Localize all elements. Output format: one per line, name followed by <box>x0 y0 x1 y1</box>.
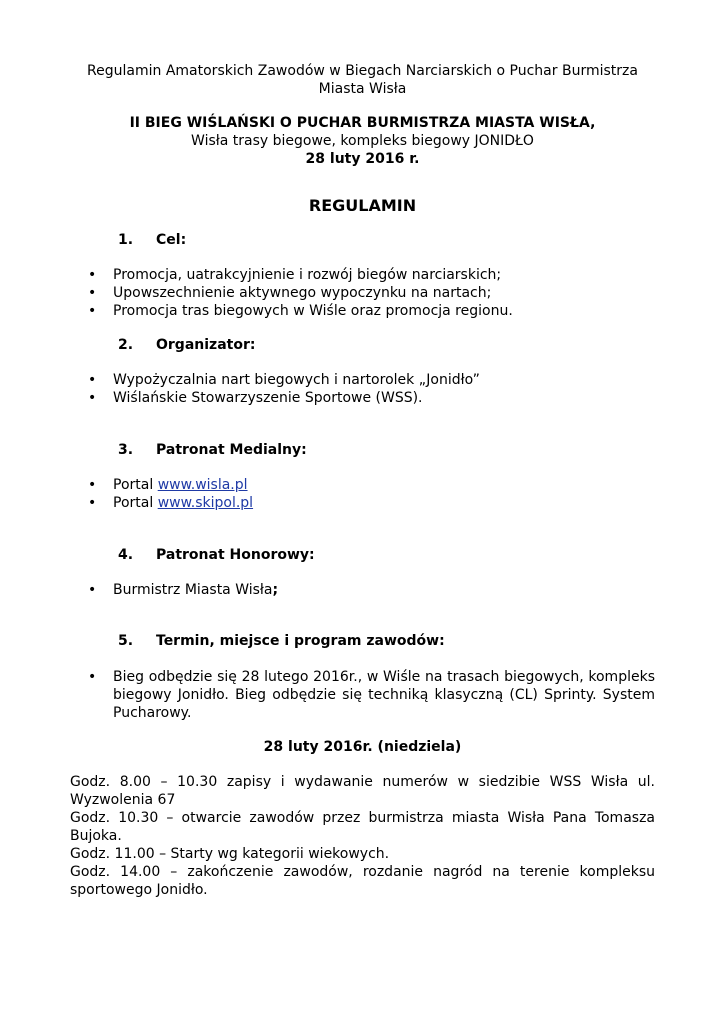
link-wisla[interactable]: www.wisla.pl <box>157 477 248 493</box>
schedule-entry: Godz. 10.30 – otwarcie zawodów przez burmistrza miasta Wisła Pana Tomasza Bujoka. <box>70 810 655 844</box>
section-number: 5. <box>118 633 134 649</box>
event-location: Wisła trasy biegowe, kompleks biegowy JONIDŁO <box>191 133 534 149</box>
section-number: 1. <box>118 232 134 248</box>
section-title: Patronat Medialny: <box>156 442 307 458</box>
header-line-2: Miasta Wisła <box>318 81 407 97</box>
schedule <box>70 773 655 899</box>
schedule-entry: Godz. 14.00 – zakończenie zawodów, rozdanie nagród na terenie kompleksu sportowego Jonidło. <box>70 864 655 898</box>
document-page <box>70 62 655 899</box>
schedule-entry: Godz. 11.00 – Starty wg kategorii wiekowych. <box>70 846 390 862</box>
section-number: 4. <box>118 547 134 563</box>
section-title: Patronat Honorowy: <box>156 547 315 563</box>
portal-label: Portal <box>113 495 158 511</box>
document-header <box>70 62 655 98</box>
portal-label: Portal <box>113 477 158 493</box>
section-number: 2. <box>118 337 134 353</box>
termin-list <box>70 668 655 722</box>
event-title: II BIEG WIŚLAŃSKI O PUCHAR BURMISTRZA MIASTA WISŁA, <box>129 115 596 131</box>
section-heading-organizator <box>118 337 655 353</box>
regulamin-heading: REGULAMIN <box>308 196 417 215</box>
honorowy-suffix: ; <box>272 582 279 598</box>
list-item: • Bieg odbędzie się 28 lutego 2016r., w Wiśle na trasach biegowych, kompleks biegowy Jonidło. Bieg odbędzie się techniką klasyczną (CL) Sprinty. System Pucharowy. <box>70 668 655 722</box>
section-number: 3. <box>118 442 134 458</box>
schedule-day-heading: 28 luty 2016r. (niedziela) <box>263 739 462 755</box>
event-date: 28 luty 2016 r. <box>305 151 420 167</box>
section-heading-patronat-honorowy <box>118 547 655 563</box>
list-item <box>70 581 655 599</box>
list-item: • Upowszechnienie aktywnego wypoczynku na nartach; <box>70 284 655 302</box>
section-heading-cel <box>118 232 655 248</box>
section-heading-patronat-medialny <box>118 442 655 458</box>
cel-list <box>70 266 655 320</box>
list-item: • Wiślańskie Stowarzyszenie Sportowe (WSS). <box>70 389 655 407</box>
header-line-1: Regulamin Amatorskich Zawodów w Biegach Narciarskich o Puchar Burmistrza <box>87 63 638 79</box>
section-title: Organizator: <box>156 337 256 353</box>
list-item: • Promocja tras biegowych w Wiśle oraz promocja regionu. <box>70 302 655 320</box>
section-heading-termin <box>118 633 655 649</box>
link-skipol[interactable]: www.skipol.pl <box>157 495 254 511</box>
patronat-honorowy-list <box>70 581 655 599</box>
honorowy-text: Burmistrz Miasta Wisła <box>113 582 273 598</box>
section-title: Termin, miejsce i program zawodów: <box>156 633 445 649</box>
list-item: • Wypożyczalnia nart biegowych i nartorolek „Jonidło” <box>70 371 655 389</box>
event-title-block <box>70 114 655 168</box>
list-item <box>70 494 655 512</box>
patronat-medialny-list <box>70 476 655 512</box>
section-title: Cel: <box>156 232 187 248</box>
schedule-entry: Godz. 8.00 – 10.30 zapisy i wydawanie numerów w siedzibie WSS Wisła ul. Wyzwolenia 67 <box>70 774 655 808</box>
list-item: • Promocja, uatrakcyjnienie i rozwój biegów narciarskich; <box>70 266 655 284</box>
organizator-list <box>70 371 655 407</box>
list-item <box>70 476 655 494</box>
